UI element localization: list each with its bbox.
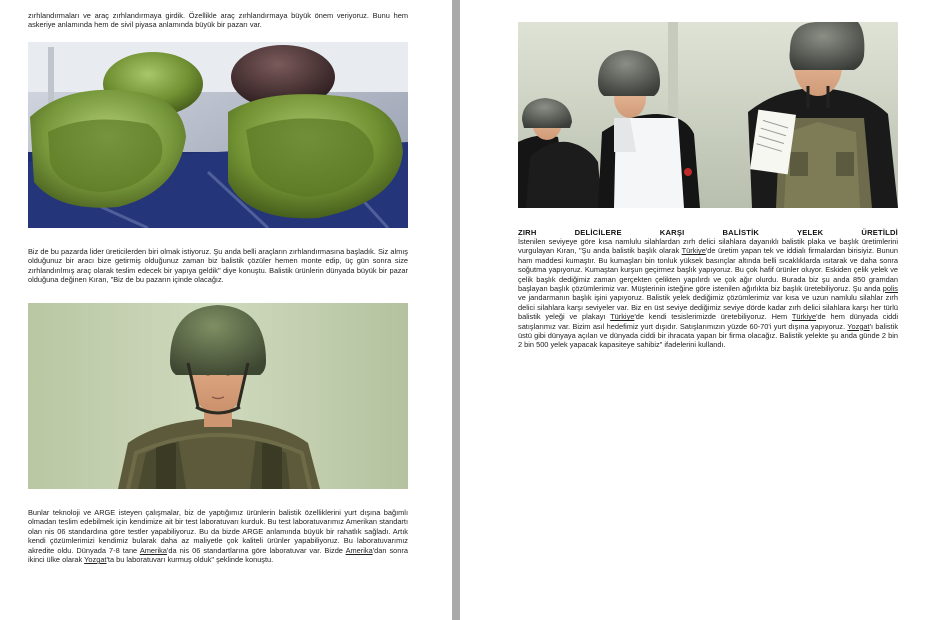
link-yozgat[interactable]: Yozgat <box>847 321 870 331</box>
helmet-shells-photo <box>28 42 408 228</box>
paragraph-text: 'de kendi tesislerimizde üretebiliyoruz. Hem <box>634 312 788 322</box>
link-amerika[interactable]: Amerika <box>345 545 373 555</box>
page-gutter <box>452 0 460 620</box>
right-document-page <box>460 0 937 620</box>
article-heading: ZIRH DELİCİLERE KARŞI BALİSTİK YELEK ÜRETİLDİ <box>518 228 898 237</box>
paragraph-market-leader: Biz de bu pazarda lider üreticilerden biri olmak istiyoruz. Şu anda belli araçların zırhlandırmasına başladık. Siz almış olduğunuz bir aracı bize getirmiş olduğunuz zaman biz balistik çözüler hemen monte edip, üç gün sonra size zırhlandırılmış araç olarak teslim edecek bir yapıya geldik" diye konuştu. Balistik ürünlerin dünyada büyük bir pazar olduğuna değinen Kıran, "Biz de bu pazarın içinde olacağız. <box>28 247 408 285</box>
link-polis[interactable]: polis <box>882 284 898 294</box>
paragraph-text: ve jandarmanın başlık işini yapıyoruz. Balistik yelek dediğimiz çözümlerimiz var kısa ve uzun namlulu silahlar zırh delici silahlara karşı seviyeler var. Biz en üst seviye dediğimiz seviye dörde kadar zırh delici silahlara karşı her türlü balistik yeleği ve plakayı <box>518 293 898 322</box>
paragraph-text: Bunlar teknoloji ve ARGE isteyen çalışmalar, biz de yaptığımız ürünlerin balistik özelliklerini yurt dışına bağımlı olmadan teslim edebilmek için kendimize ait bir test laboratuvarı kurduk. Bu test laboratuvarımız Amerikan standartı olan nis 06 standardına göre testler yapabiliyoruz. Bu da bizde ARGE anlamında büyük bir rahatlık sağladı. Artık kendi çözümlerimizi kendimiz bularak daha az maliyetle çok kaliteli ürünler yapabiliyoruz. Bu laboratuvarımız akredite oldu. Dünyada 7-8 tane <box>28 508 408 555</box>
paragraph-text: 'ta bu laboratuvarı kurmuş olduk" şeklinde konuştu. <box>106 555 274 565</box>
link-turkiye[interactable]: Türkiye <box>610 312 635 322</box>
left-document-page <box>0 0 452 620</box>
paragraph-text: 'de üretim yapan tek ve iddialı firmalardan birisiyiz. Bunun ham maddesi kumaştır. Bu kumaşları bin tonluk yüksek basınçlar altında belli sıcaklıklarda ısıtarak ve daha sonra soğutma yapıyoruz. Kumaştan kurşun geçirmez başlık yapıyoruz. Bu çok hafif ürünler oluyor. Eskiden çelik yelek ve çelik başlık dediğimiz zaman gerçekten çelikten yapılırdı ve çok ağır olurdu. Burada biz şu anda 850 gramdan başlayan başlık çözümlerimiz var. Müşterinin isteğine göre istenilen ağırlıkta biz başlık üretebiliyoruz. Şu anda <box>518 246 898 294</box>
link-turkiye[interactable]: Türkiye <box>791 312 817 322</box>
paragraph-text: İstenilen seviyeye göre kısa namlulu silahlardan zırh delici silahlara dayanıklı balistik plaka ve başlık üretimlerini vurgulayan Kıran, "Şu anda balistik başlık olarak <box>518 237 898 256</box>
paragraph-test-laboratory <box>28 508 408 564</box>
paragraph-text: 'dan sonra ikinci ülke olarak <box>28 545 408 565</box>
paragraph-text: 'da nis 06 standartlarına göre laboratuvar var. Bizde <box>166 545 343 555</box>
link-amerika[interactable]: Amerika <box>139 545 167 555</box>
paragraph-armored-vehicles: zırhlandırmaları ve araç zırhlandırmaya girdik. Özellikle araç zırhlandırmaya büyük önem veriyoruz. Bunu hem askeriye anlamında hem de sivil piyasa anlamında büyük bir pazarı var. <box>28 11 408 30</box>
link-turkiye[interactable]: Türkiye <box>681 246 706 256</box>
paragraph-text: 'ı balistik üstü gibi dünyaya açılan ve dünyada ciddi bir ihracata yapan bir firma olacağız. Balistik yelekte şu anda günde 2 bin 2 bin 500 yelek yapacak kapasiteye sahibiz" ifadelerini kullandı. <box>518 321 899 350</box>
paragraph-text: 'de hem dünyada ciddi satışlarımız var. Bizim asıl hedefimiz yurt dışıdır. Satışlarımızın yüzde 60-70'i yurt dışına yapıyoruz. <box>518 312 898 331</box>
ballistic-vest-mannequins-photo <box>518 22 898 208</box>
paragraph-ballistic-vest <box>518 237 898 350</box>
mannequin-helmet-photo <box>28 303 408 489</box>
link-yozgat[interactable]: Yozgat <box>84 555 107 565</box>
